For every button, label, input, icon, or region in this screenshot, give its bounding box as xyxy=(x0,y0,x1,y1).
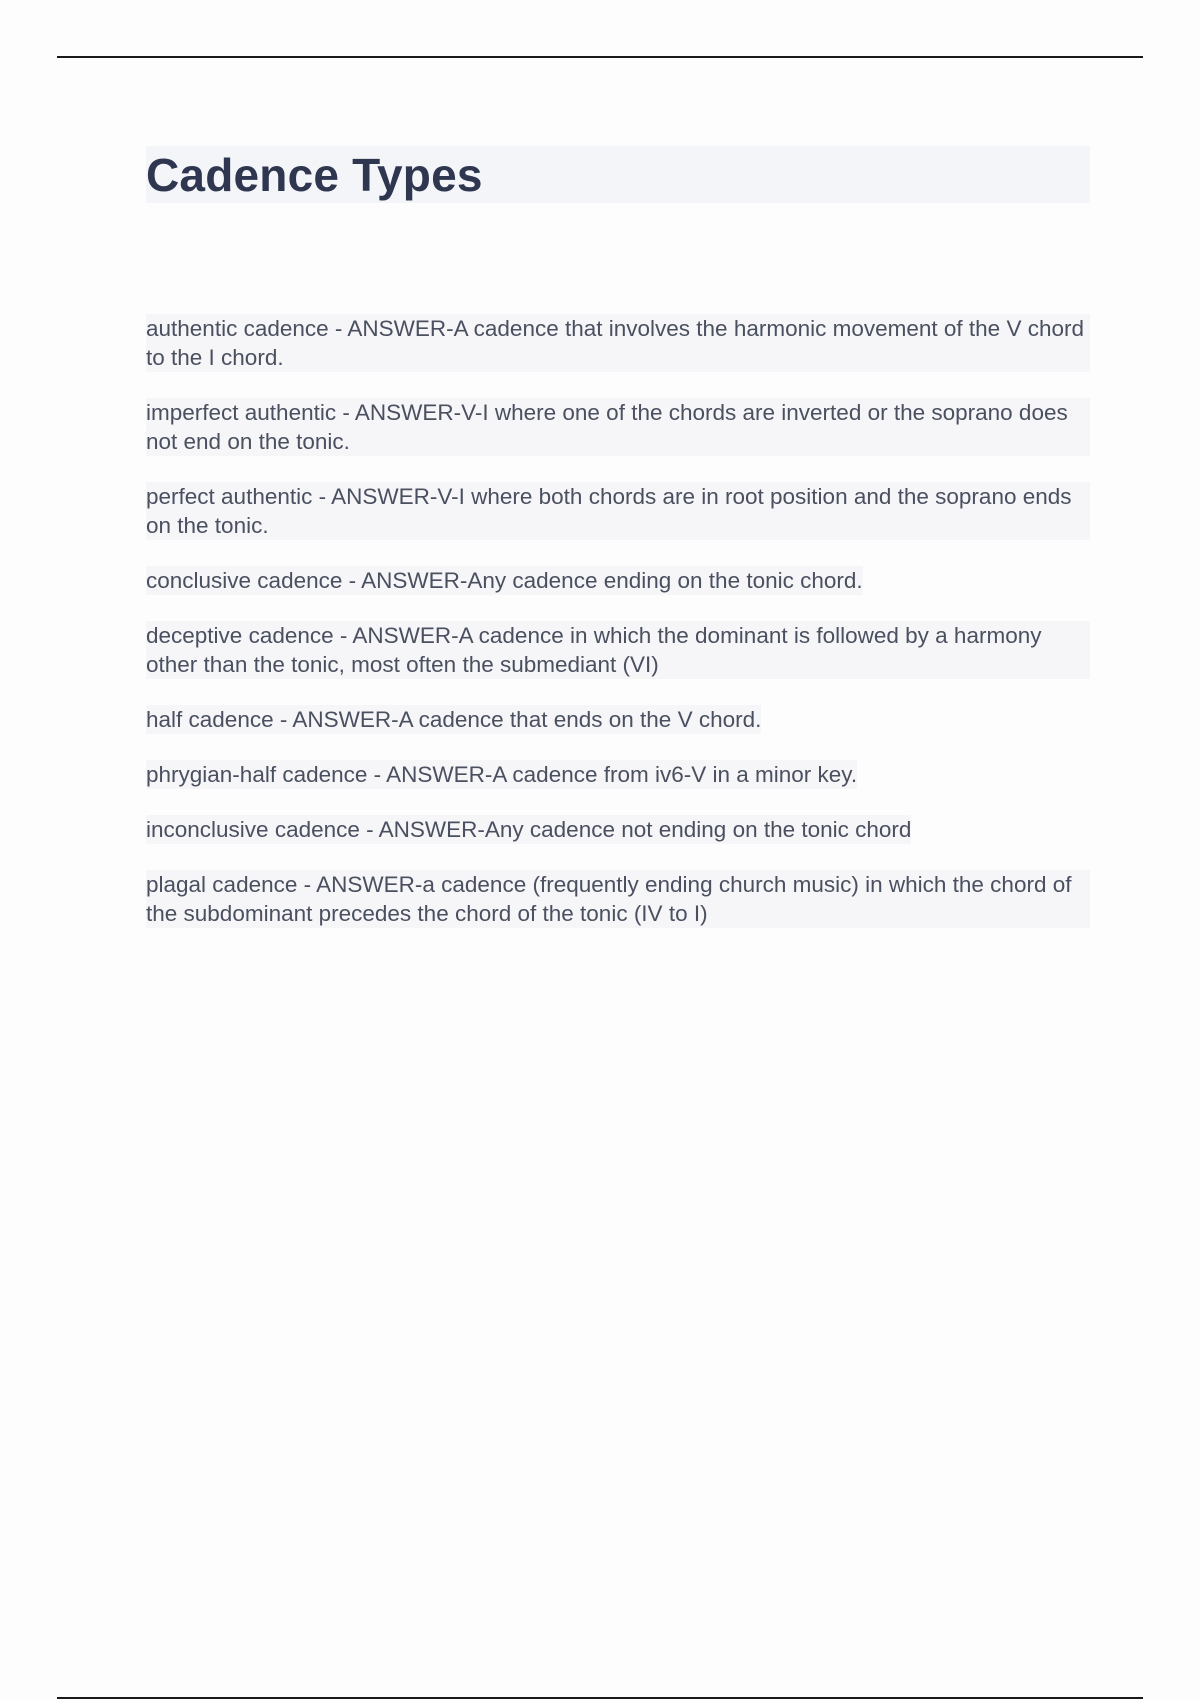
definition-entry: deceptive cadence - ANSWER-A cadence in which the dominant is followed by a harmony other than the tonic, most often the submediant (VI) xyxy=(146,621,1090,679)
definition-entry: conclusive cadence - ANSWER-Any cadence ending on the tonic chord. xyxy=(146,568,863,593)
definition-entry: authentic cadence - ANSWER-A cadence that involves the harmonic movement of the V chord to the I chord. xyxy=(146,314,1090,372)
definition-entry: phrygian-half cadence - ANSWER-A cadence from iv6-V in a minor key. xyxy=(146,762,858,787)
header-rule xyxy=(57,56,1143,58)
page-title: Cadence Types xyxy=(146,148,483,201)
footer-rule xyxy=(57,1697,1143,1699)
definition-entry: half cadence - ANSWER-A cadence that ends on the V chord. xyxy=(146,707,762,732)
definition-entry: plagal cadence - ANSWER-a cadence (frequently ending church music) in which the chord of the subdominant precedes the chord of the tonic (IV to I) xyxy=(146,870,1090,928)
definition-list xyxy=(146,314,1090,954)
title-banner xyxy=(146,146,1090,203)
definition-entry: inconclusive cadence - ANSWER-Any cadence not ending on the tonic chord xyxy=(146,817,912,842)
definition-entry: perfect authentic - ANSWER-V-I where both chords are in root position and the soprano ends on the tonic. xyxy=(146,482,1090,540)
definition-entry: imperfect authentic - ANSWER-V-I where one of the chords are inverted or the soprano does not end on the tonic. xyxy=(146,398,1090,456)
document-body xyxy=(146,146,1090,954)
